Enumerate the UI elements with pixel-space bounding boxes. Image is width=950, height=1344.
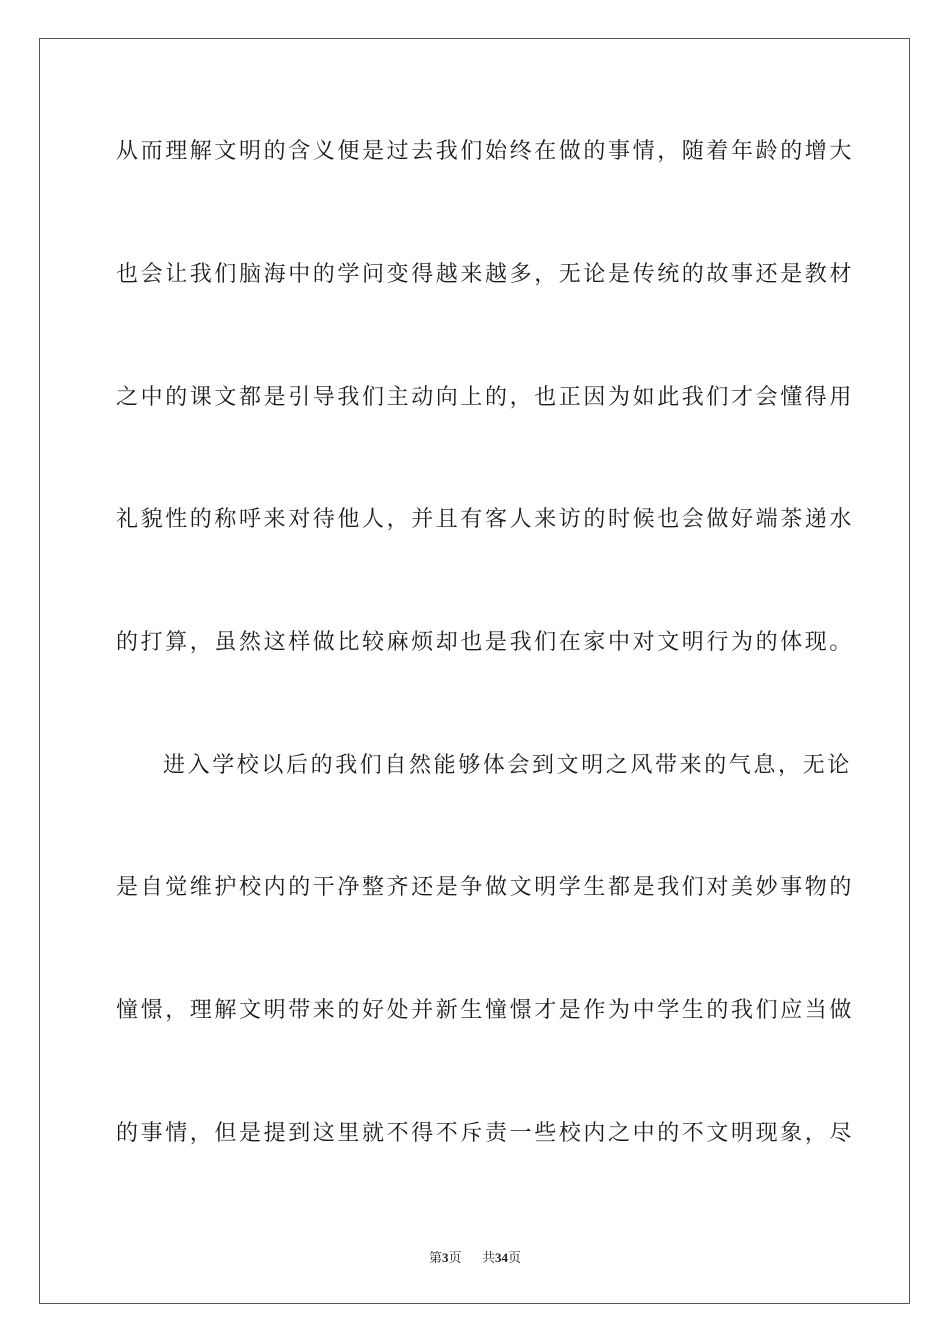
total-pages: 34 [495, 1250, 509, 1265]
page-border [39, 38, 910, 1304]
text-line-4: 礼貌性的称呼来对待他人，并且有客人来访的时候也会做好端茶递水 [116, 507, 855, 532]
text-line-9: 的事情，但是提到这里就不得不斥责一些校内之中的不文明现象，尽 [116, 1121, 855, 1146]
text-line-6-paragraph-start: 进入学校以后的我们自然能够体会到文明之风带来的气息，无论 [163, 753, 852, 778]
text-line-1: 从而理解文明的含义便是过去我们始终在做的事情，随着年龄的增大 [116, 139, 855, 164]
page-label-suffix: 页 [448, 1250, 462, 1265]
total-label-prefix: 共 [482, 1250, 496, 1265]
text-line-7: 是自觉维护校内的干净整齐还是争做文明学生都是我们对美妙事物的 [116, 875, 855, 900]
text-line-3: 之中的课文都是引导我们主动向上的，也正因为如此我们才会懂得用 [116, 385, 855, 410]
page-number: 3 [441, 1250, 449, 1265]
text-line-5: 的打算，虽然这样做比较麻烦却也是我们在家中对文明行为的体现。 [116, 630, 855, 655]
text-line-8: 憧憬，理解文明带来的好处并新生憧憬才是作为中学生的我们应当做 [116, 998, 855, 1023]
page-label-prefix: 第 [428, 1250, 442, 1265]
text-line-2: 也会让我们脑海中的学问变得越来越多，无论是传统的故事还是教材 [116, 262, 855, 287]
page-footer [0, 1249, 950, 1267]
total-label-suffix: 页 [508, 1250, 522, 1265]
